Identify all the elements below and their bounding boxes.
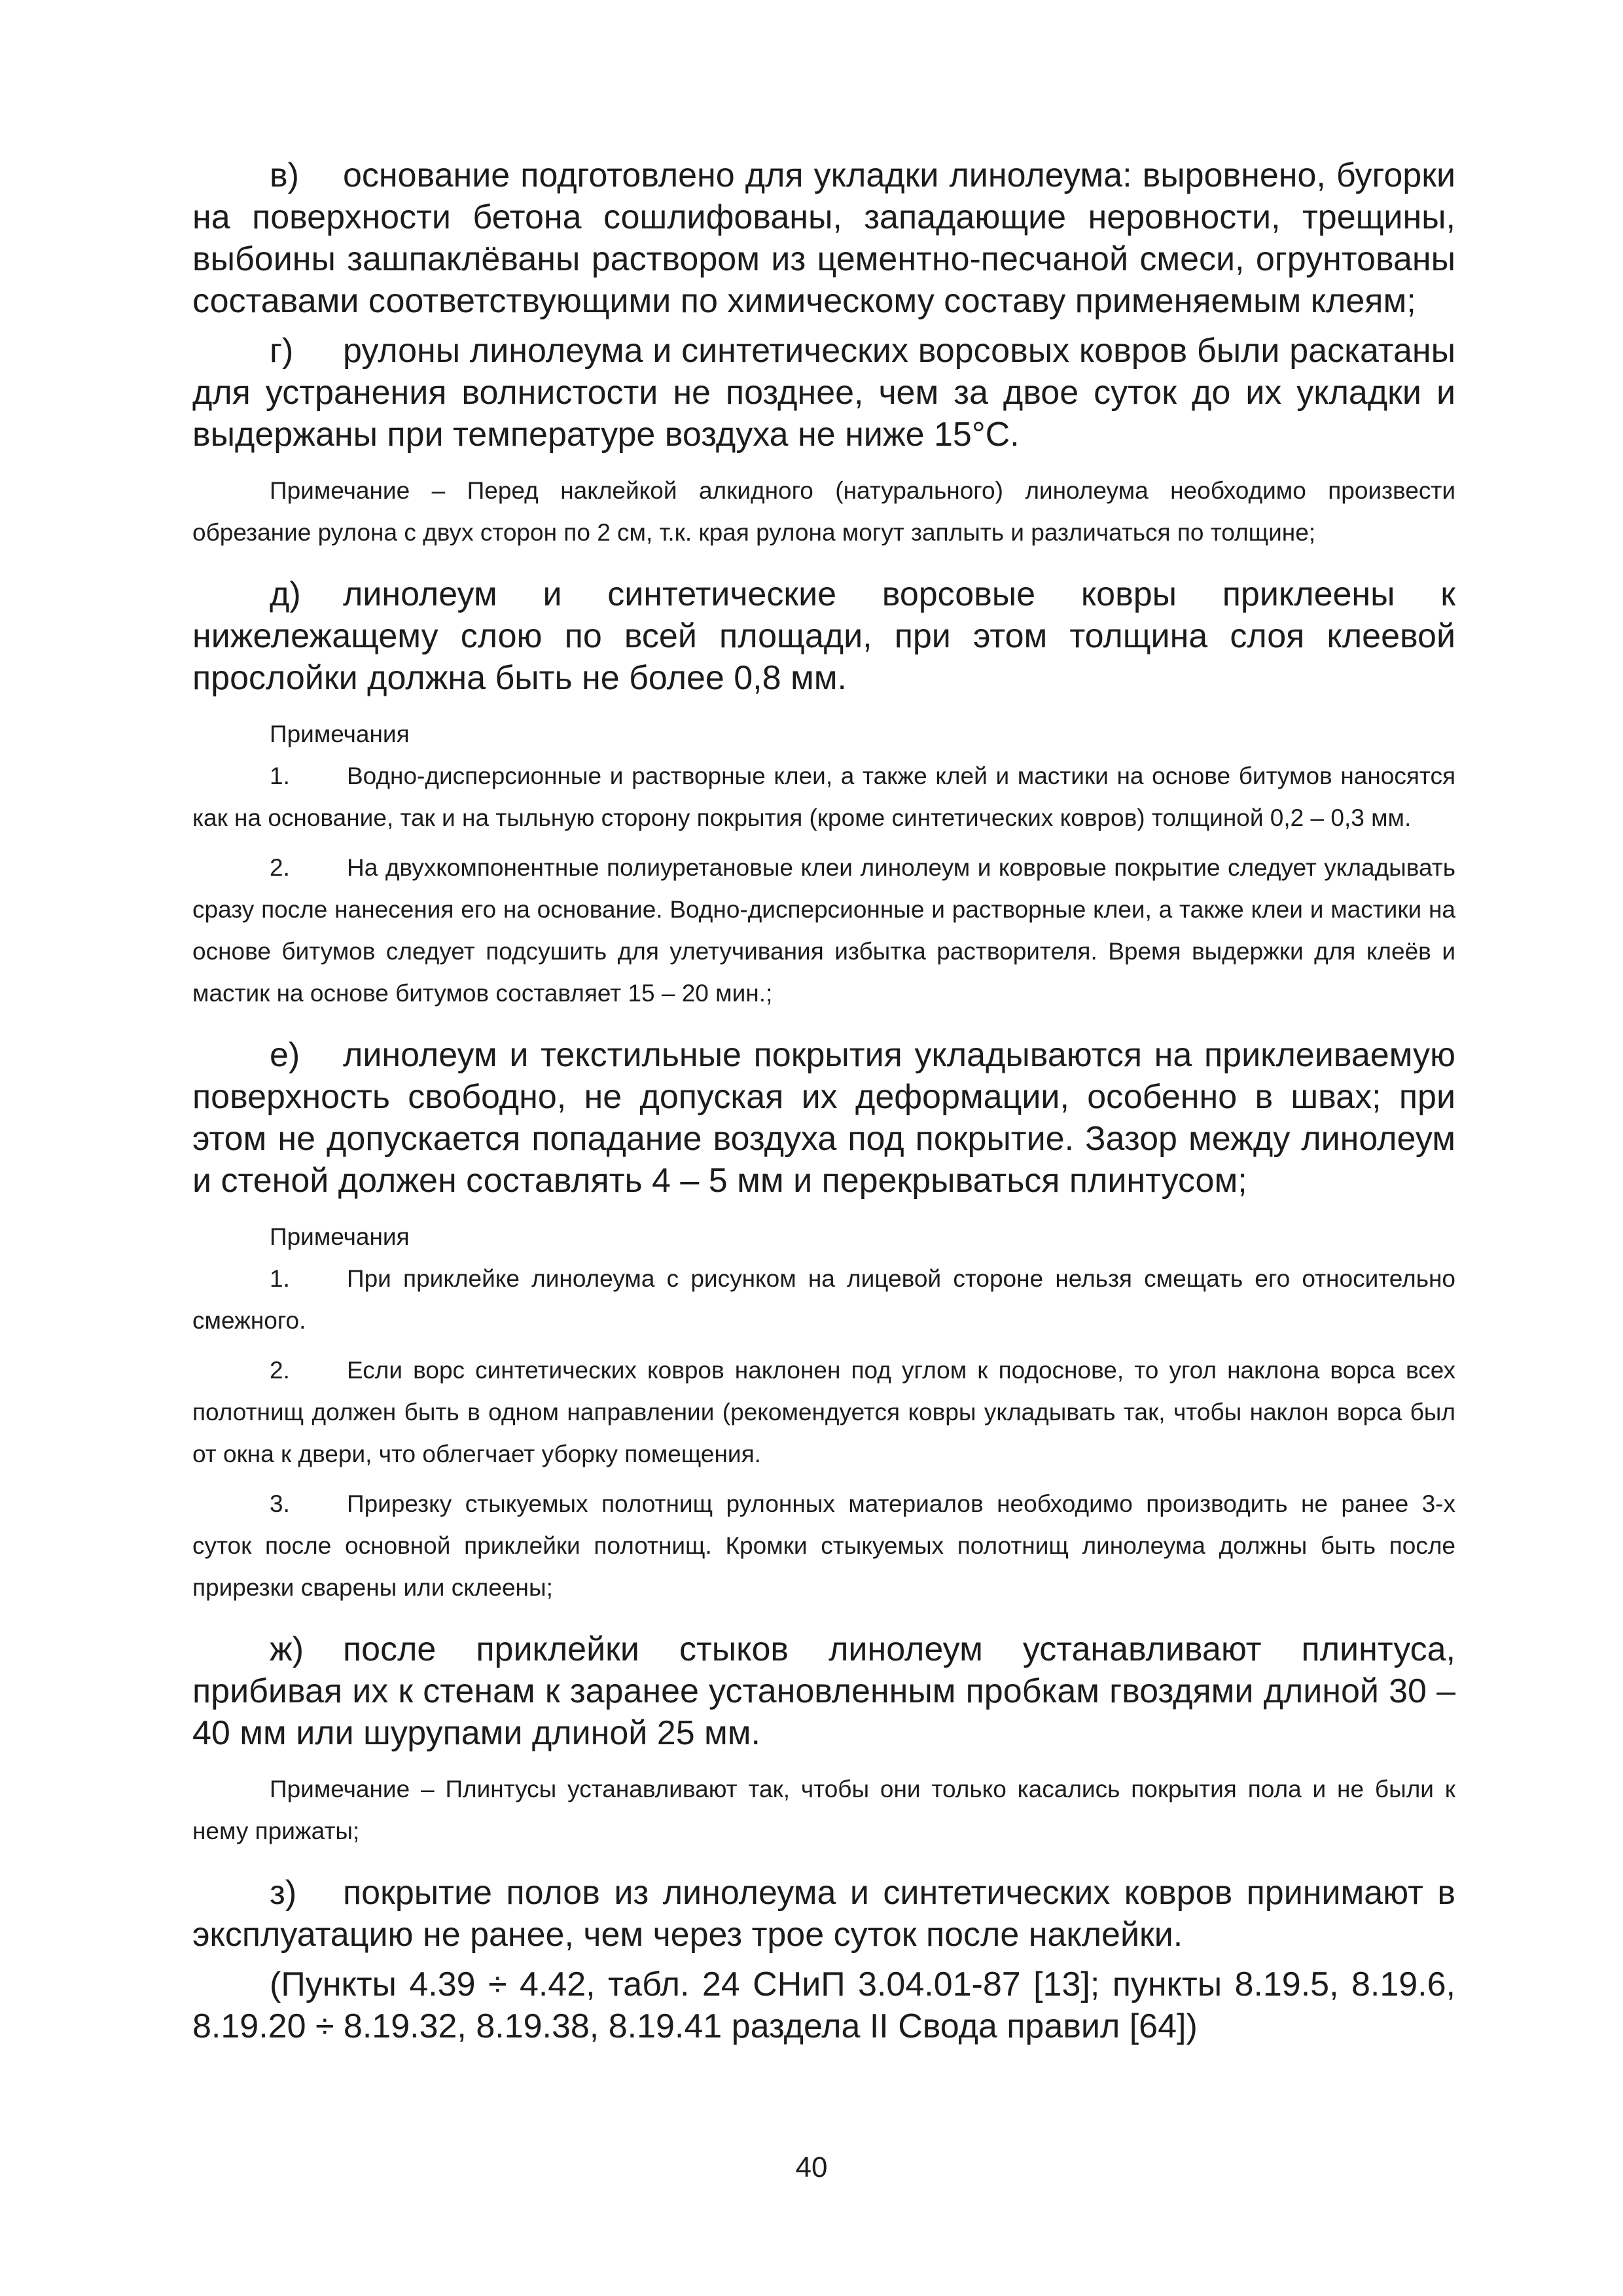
- note-item: [192, 1258, 1455, 1342]
- list-item-d: [192, 573, 1455, 699]
- note-marker: 2.: [270, 854, 290, 881]
- page-number: 40: [795, 2151, 828, 2183]
- item-text: линолеум и синтетические ворсовые ковры приклеены к нижележащему слою по всей площади, при этом толщина слоя клеевой прослойки должна быть не более 0,8 мм.: [192, 575, 1455, 697]
- note-marker: 2.: [270, 1357, 290, 1384]
- note-text: Прирезку стыкуемых полотнищ рулонных материалов необходимо производить не ранее 3-х суток после основной приклейки полотнищ. Кромки стыкуемых полотнищ линолеума должны быть после прирезки сварены или склеены;: [192, 1490, 1455, 1601]
- document-page: [192, 154, 1455, 2047]
- item-marker: е): [270, 1036, 300, 1074]
- note-paragraph: Примечание – Плинтусы устанавливают так, чтобы они только касались покрытия пола и не были к нему прижаты;: [192, 1776, 1455, 1844]
- item-text: рулоны линолеума и синтетических ворсовых ковров были раскатаны для устранения волнистости не позднее, чем за двое суток до их укладки и выдержаны при температуре воздуха не ниже 15°С.: [192, 332, 1455, 454]
- note-marker: 1.: [270, 762, 290, 789]
- note-item: [192, 847, 1455, 1014]
- list-item-g: [192, 330, 1455, 456]
- references-paragraph: (Пункты 4.39 ÷ 4.42, табл. 24 СНиП 3.04.01-87 [13]; пункты 8.19.5, 8.19.6, 8.19.20 ÷ 8.19.32, 8.19.38, 8.19.41 раздела II Свода правил [64]): [192, 1965, 1455, 2045]
- list-item-z: [192, 1872, 1455, 1956]
- note-item: [192, 1483, 1455, 1609]
- list-item-e: [192, 1034, 1455, 1202]
- note-text: На двухкомпонентные полиуретановые клеи линолеум и ковровые покрытие следует укладывать сразу после нанесения его на основание. Водно-дисперсионные и растворные клеи, а также клеи и мастики на основе битумов следует подсушить для улетучивания избытка растворителя. Время выдержки для клеёв и мастик на основе битумов составляет 15 – 20 мин.;: [192, 854, 1455, 1007]
- item-text: линолеум и текстильные покрытия укладываются на приклеиваемую поверхность свободно, не допуская их деформации, особенно в швах; при этом не допускается попадание воздуха под покрытие. Зазор между линолеум и стеной должен составлять 4 – 5 мм и перекрываться плинтусом;: [192, 1036, 1455, 1200]
- list-item-v: [192, 154, 1455, 322]
- note-text: Если ворс синтетических ковров наклонен под углом к подоснове, то угол наклона ворса всех полотнищ должен быть в одном направлении (рекомендуется ковры укладывать так, чтобы наклон ворса был от окна к двери, что облегчает уборку помещения.: [192, 1357, 1455, 1467]
- item-marker: в): [270, 156, 299, 194]
- note-marker: 1.: [270, 1265, 290, 1292]
- item-text: основание подготовлено для укладки линолеума: выровнено, бугорки на поверхности бетона сошлифованы, западающие неровности, трещины, выбоины зашпаклёваны раствором из цементно-песчаной смеси, огрунтованы составами соответствующими по химическому составу применяемым клеям;: [192, 156, 1455, 320]
- note-item: [192, 755, 1455, 839]
- notes-heading: Примечания: [270, 1223, 410, 1250]
- note-item: [192, 1350, 1455, 1475]
- note-text: Водно-дисперсионные и растворные клеи, а также клей и мастики на основе битумов наносятся как на основание, так и на тыльную сторону покрытия (кроме синтетических ковров) толщиной 0,2 – 0,3 мм.: [192, 762, 1455, 831]
- item-marker: г): [270, 332, 294, 370]
- item-text: покрытие полов из линолеума и синтетических ковров принимают в эксплуатацию не ранее, чем через трое суток после наклейки.: [192, 1874, 1455, 1954]
- item-marker: ж): [270, 1630, 304, 1668]
- list-item-zh: [192, 1628, 1455, 1754]
- item-marker: д): [270, 575, 301, 613]
- note-paragraph: Примечание – Перед наклейкой алкидного (натурального) линолеума необходимо произвести обрезание рулона с двух сторон по 2 см, т.к. края рулона могут заплыть и различаться по толщине;: [192, 477, 1455, 546]
- notes-heading: Примечания: [270, 721, 410, 747]
- note-text: При приклейке линолеума с рисунком на лицевой стороне нельзя смещать его относительно смежного.: [192, 1265, 1455, 1334]
- item-text: после приклейки стыков линолеум устанавливают плинтуса, прибивая их к стенам к заранее установленным пробкам гвоздями длиной 30 – 40 мм или шурупами длиной 25 мм.: [192, 1630, 1455, 1752]
- item-marker: з): [270, 1874, 297, 1912]
- note-marker: 3.: [270, 1490, 290, 1517]
